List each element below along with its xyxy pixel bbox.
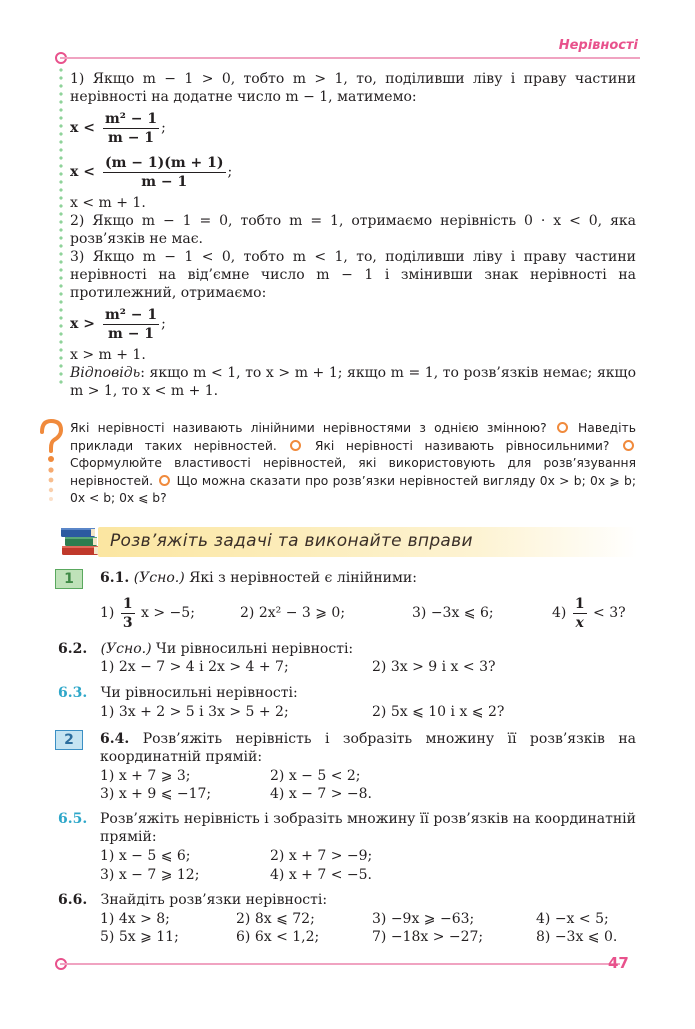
exercise-6-2-item-2: 2) 3x > 9 і x < 3? (372, 659, 496, 675)
exercise-6-5: 6.5. Розв’яжіть нерівність і зобразіть множину її розв’язків на координатній прямій: (58, 811, 636, 845)
banner-title: Розв’яжіть задачі та виконайте вправи (110, 531, 473, 551)
exercise-6-4: 6.4. Розв’яжіть нерівність і зобразіть множину її розв’язків на координатній прямій: (100, 731, 637, 765)
exercise-6-6-item-6: 6) 6x < 1,2; (236, 929, 320, 945)
case3-intro: 3) Якщо m − 1 < 0, тобто m < 1, то, поділивши ліву і праву частини нерівності на від’ємне число m − 1 і змінивши знак нерівності на протилежний, отримаємо: (70, 249, 636, 301)
exercise-6-3-item-1: 1) 3x + 2 > 5 і 3x > 5 + 2; (100, 704, 289, 720)
exercise-6-4-item-1: 1) x + 7 ⩾ 3; (100, 768, 191, 784)
books-icon (58, 522, 104, 560)
exercise-6-2: 6.2. (Усно.) Чи рівносильні нерівності: (58, 641, 354, 657)
case3-formula-1: x > $\frac{\text{m² − 1}}{m - 1}$ ; (70, 306, 166, 342)
circle-bullet-icon (557, 422, 568, 433)
exercise-6-1-item-2: 2) 2x² − 3 ⩾ 0; (240, 605, 346, 621)
decorative-dot-column (58, 66, 64, 386)
circle-bullet-icon (159, 475, 170, 486)
case1-formula-1: x < $\frac{\text{m² − 1}}{m - 1}$ ; (70, 110, 166, 146)
footer-rule (60, 963, 620, 965)
case1-formula-2: x < $\frac{(m - 1)(m + 1)}{m - 1}$ ; (70, 154, 233, 190)
exercise-6-3: 6.3. Чи рівносильні нерівності: (58, 685, 298, 701)
exercise-6-6-item-7: 7) −18x > −27; (372, 929, 484, 945)
question-4: Сформулюйте властивості нерівностей, які використовують для розв’язування нерівностей. (70, 456, 636, 488)
level-2-badge: 2 (55, 730, 83, 750)
question-mark-icon (36, 418, 66, 508)
page-number: 47 (608, 954, 629, 972)
question-3: Які нерівності називають рівносильними? (314, 438, 610, 453)
question-1: Які нерівності називають лінійними нерівностями з однією змінною? (70, 421, 547, 435)
exercise-6-1: 6.1. (Усно.) Які з нерівностей є лінійними: (100, 570, 417, 586)
header-rule (60, 57, 640, 59)
solution-block (70, 70, 636, 400)
exercise-6-4-item-3: 3) x + 9 ⩽ −17; (100, 786, 212, 802)
question-2: Наведіть приклади таких нерівностей. (70, 421, 636, 453)
exercise-6-5-item-3: 3) x − 7 ⩾ 12; (100, 867, 200, 883)
exercise-6-6-item-8: 8) −3x ⩽ 0. (536, 929, 618, 945)
answer-label: Відповідь (70, 365, 141, 381)
answer (70, 364, 636, 400)
review-questions (70, 420, 636, 508)
exercise-6-6-item-5: 5) 5x ⩾ 11; (100, 929, 179, 945)
exercise-6-6: 6.6. Знайдіть розв’язки нерівності: (58, 892, 328, 908)
circle-bullet-icon (290, 440, 301, 451)
exercise-6-6-item-1: 1) 4x > 8; (100, 911, 170, 927)
case1-result: x < m + 1. (70, 195, 146, 211)
exercise-6-2-item-1: 1) 2x − 7 > 4 і 2x > 4 + 7; (100, 659, 289, 675)
exercise-6-1-item-3: 3) −3x ⩽ 6; (412, 605, 494, 621)
section-title: Нерівності (558, 38, 638, 53)
exercise-6-4-item-2: 2) x − 5 < 2; (270, 768, 361, 784)
circle-bullet-icon (623, 440, 634, 451)
exercise-6-1-items (100, 593, 626, 633)
exercise-6-5-item-4: 4) x + 7 < −5. (270, 867, 372, 883)
exercise-6-1-item-4: 4) $\frac{1}{x}$ < 3? (552, 595, 626, 631)
question-5: Що можна сказати про розв’язки нерівностей вигляду 0x > b; 0x ⩾ b; 0x < b; 0x ⩽ b? (70, 473, 636, 505)
exercise-6-3-item-2: 2) 5x ⩽ 10 і x ⩽ 2? (372, 704, 505, 720)
exercise-6-6-item-3: 3) −9x ⩾ −63; (372, 911, 475, 927)
exercise-6-5-item-2: 2) x + 7 > −9; (270, 848, 373, 864)
exercise-6-4-item-4: 4) x − 7 > −8. (270, 786, 372, 802)
exercise-6-6-item-2: 2) 8x ⩽ 72; (236, 911, 315, 927)
case2: 2) Якщо m − 1 = 0, тобто m = 1, отримаємо нерівність 0 · x < 0, яка розв’язків не має. (70, 213, 636, 247)
exercise-6-5-item-1: 1) x − 5 ⩽ 6; (100, 848, 191, 864)
case1-intro: 1) Якщо m − 1 > 0, тобто m > 1, то, поділивши ліву і праву частини нерівності на додатне число m − 1, матимемо: (70, 71, 636, 105)
case3-result: x > m + 1. (70, 347, 146, 363)
exercise-6-1-item-1: 1) $\frac{1}{3}$ x > −5; (100, 595, 195, 631)
level-1-badge: 1 (55, 569, 83, 589)
answer-text: : якщо m < 1, то x > m + 1; якщо m = 1, то розв’язків немає; якщо m > 1, то x < m + 1. (70, 365, 636, 399)
exercise-6-6-item-4: 4) −x < 5; (536, 911, 609, 927)
exercises-banner (58, 522, 638, 560)
